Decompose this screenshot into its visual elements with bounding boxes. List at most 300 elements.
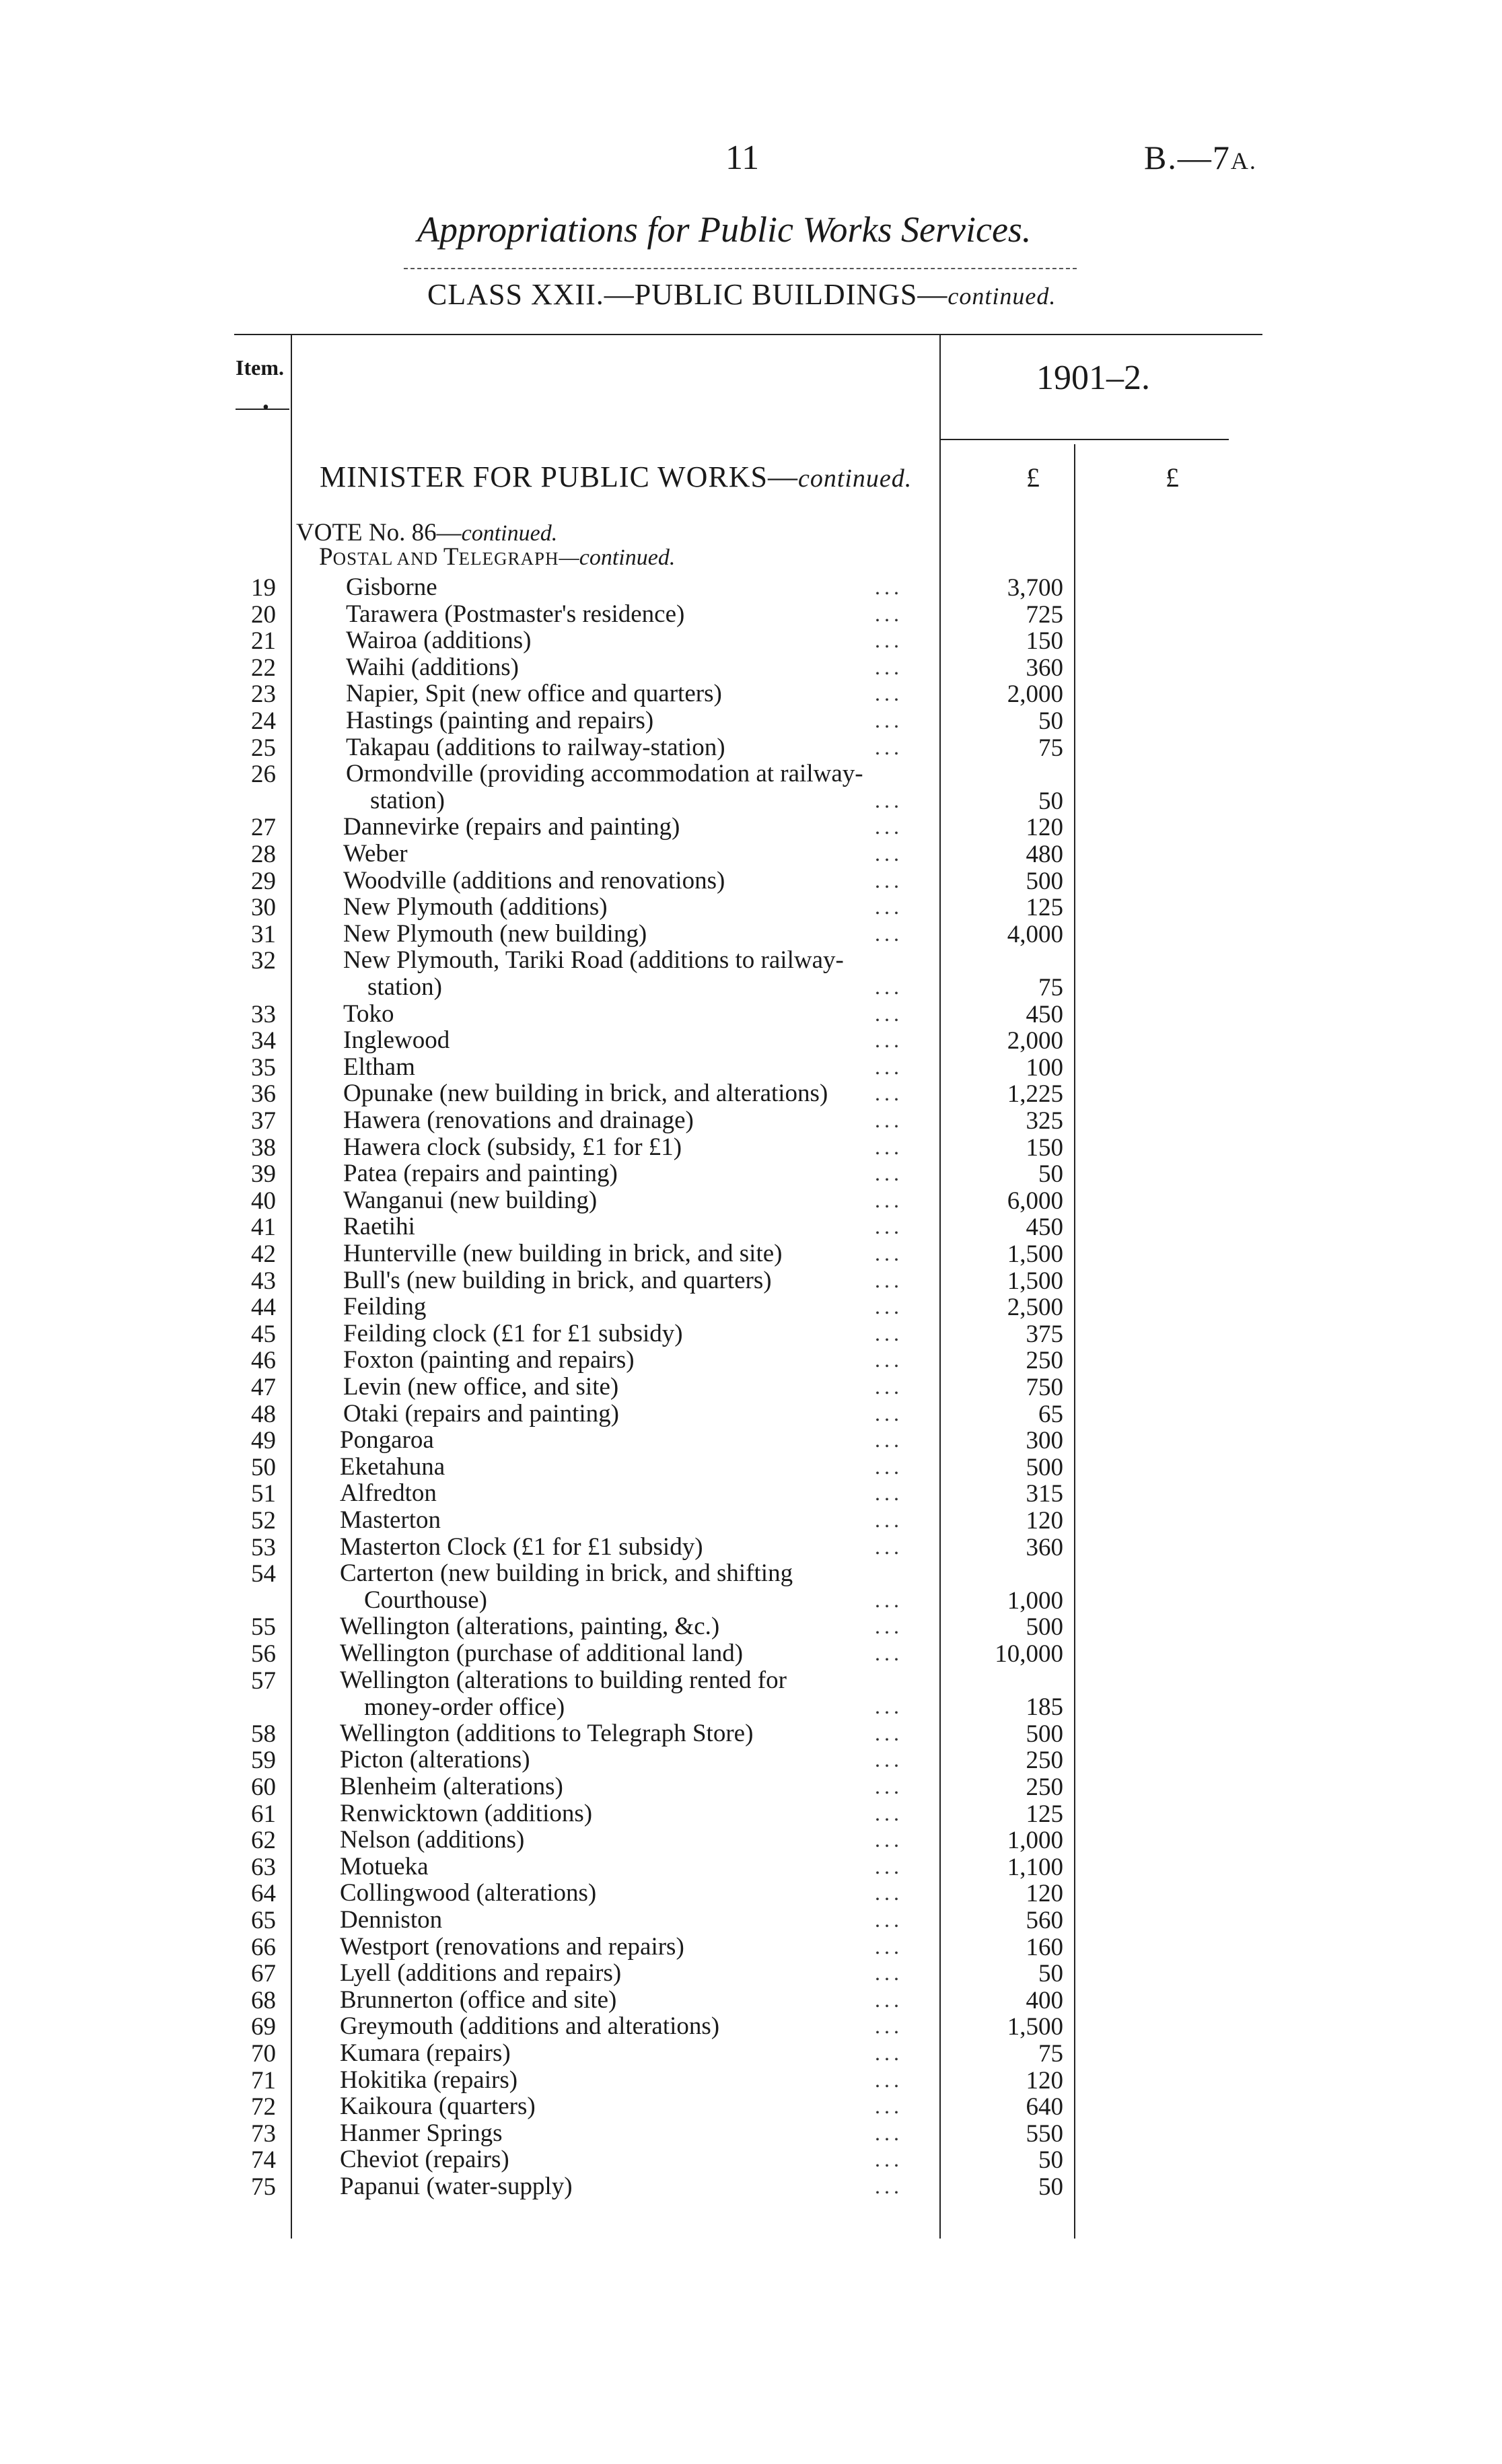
description-text: Wairoa (additions) [346, 627, 532, 655]
item-number: 20 [251, 600, 276, 629]
item-number: 23 [251, 680, 276, 709]
description-text: Opunake (new building in brick, and alterations) [343, 1080, 828, 1108]
dot-leader: ... [875, 2067, 903, 2092]
item-description [340, 1720, 753, 1747]
item-description [343, 1134, 682, 1161]
item-number: 31 [251, 920, 276, 948]
item-amount: 125 [1026, 1800, 1063, 1828]
item-column-header: Item. [236, 355, 284, 380]
item-number: 32 [251, 947, 276, 975]
description-text: Brunnerton (office and site) [340, 1985, 617, 2014]
dot-leader: ... [875, 1454, 903, 1479]
dot-leader: ... [875, 734, 903, 759]
dot-leader: ... [875, 894, 903, 919]
item-description [340, 2173, 573, 2200]
item-amount: 250 [1026, 1347, 1063, 1375]
item-amount: 6,000 [1007, 1187, 1063, 1215]
item-number: 33 [251, 1000, 276, 1028]
minister-continued: continued. [797, 464, 913, 493]
item-description [340, 2013, 719, 2040]
dot-leader: ... [875, 841, 903, 866]
item-description [340, 1773, 563, 1800]
description-continuation: Courthouse) [364, 1586, 487, 1615]
description-text: Westport (renovations and repairs) [340, 1932, 684, 1961]
dot-leader: ... [875, 1747, 903, 1772]
item-description [343, 1267, 772, 1294]
class-title-text: CLASS XXII.—PUBLIC BUILDINGS— [427, 278, 948, 311]
item-number: 44 [251, 1294, 276, 1322]
item-amount: 120 [1026, 2066, 1063, 2095]
item-amount: 450 [1026, 1213, 1063, 1242]
description-text: Picton (alterations) [340, 1746, 530, 1774]
description-text: Wellington (purchase of additional land) [340, 1640, 744, 1667]
dot-leader: ... [875, 1267, 903, 1292]
item-number: 36 [251, 1080, 276, 1108]
item-amount: 500 [1026, 1720, 1063, 1748]
description-text: Motueka [340, 1852, 429, 1880]
item-description [340, 1454, 445, 1481]
item-amount: 50 [1038, 1160, 1063, 1189]
description-text: Ormondville (providing accommodation at railway- [346, 760, 863, 788]
item-amount: 725 [1026, 600, 1063, 629]
description-text: Nelson (additions) [340, 1826, 525, 1854]
item-amount: 1,500 [1007, 1267, 1063, 1295]
item-amount: 4,000 [1007, 920, 1063, 948]
amount-unit-2: £ [1166, 462, 1179, 493]
description-text: Wanganui (new building) [343, 1186, 598, 1214]
dot-leader: ... [875, 2120, 903, 2145]
item-number: 25 [251, 734, 276, 762]
item-amount: 125 [1026, 894, 1063, 922]
item-number: 29 [251, 867, 276, 895]
dot-leader: ... [875, 868, 903, 892]
item-amount: 315 [1026, 1480, 1063, 1508]
item-number: 19 [251, 574, 276, 602]
item-number: 60 [251, 1773, 276, 1801]
item-description [343, 1160, 618, 1187]
dot-leader: ... [875, 681, 903, 706]
description-text: Levin (new office, and site) [343, 1373, 619, 1401]
item-description [340, 1480, 437, 1507]
dot-leader: ... [875, 1720, 903, 1745]
dot-leader: ... [875, 1481, 903, 1506]
item-number: 65 [251, 1907, 276, 1934]
dot-leader: ... [875, 1134, 903, 1159]
item-amount: 560 [1026, 1907, 1063, 1934]
item-number: 42 [251, 1240, 276, 1268]
item-number: 66 [251, 1933, 276, 1961]
item-description [340, 1934, 684, 1961]
item-description [340, 1960, 621, 1987]
item-amount: 3,700 [1007, 574, 1063, 602]
description-text: New Plymouth (new building) [343, 919, 647, 948]
dot-leader: ... [875, 1028, 903, 1053]
item-description [343, 1374, 618, 1401]
year-column-header: 1901–2. [1036, 359, 1150, 397]
description-text: Masterton Clock (£1 for £1 subsidy) [340, 1533, 703, 1561]
section-continued: —continued. [559, 545, 676, 570]
item-amount: 50 [1038, 787, 1063, 815]
description-text: Masterton [340, 1506, 441, 1534]
item-amount: 500 [1026, 867, 1063, 895]
item-number: 70 [251, 2040, 276, 2068]
item-description [343, 921, 647, 948]
description-text: Napier, Spit (new office and quarters) [346, 680, 722, 708]
item-description [343, 947, 844, 1001]
item-description [346, 680, 722, 707]
dot-leader: ... [875, 708, 903, 732]
vote-text: VOTE No. 86— [296, 519, 462, 547]
item-number: 41 [251, 1213, 276, 1242]
item-description [340, 1880, 596, 1907]
description-text: New Plymouth, Tariki Road (additions to railway- [343, 946, 844, 975]
item-description [343, 1401, 619, 1428]
item-amount: 65 [1038, 1400, 1063, 1428]
item-description [340, 2120, 503, 2147]
dot-leader: ... [875, 1428, 903, 1452]
item-amount: 150 [1026, 1133, 1063, 1162]
item-amount: 325 [1026, 1107, 1063, 1135]
description-text: Wellington (alterations to building rented for [340, 1666, 787, 1694]
dot-leader: ... [875, 1347, 903, 1372]
section-initial-t: T [443, 543, 459, 571]
item-number: 61 [251, 1800, 276, 1828]
item-amount: 400 [1026, 1986, 1063, 2014]
item-amount: 480 [1026, 841, 1063, 868]
description-text: Tarawera (Postmaster's residence) [346, 600, 685, 628]
item-number: 27 [251, 814, 276, 842]
description-text: Hunterville (new building in brick, and site) [343, 1240, 783, 1267]
dot-leader: ... [875, 1081, 903, 1106]
item-description [340, 2067, 517, 2094]
dot-leader: ... [875, 575, 903, 599]
description-continuation: station) [370, 787, 445, 815]
dot-leader: ... [875, 2094, 903, 2119]
item-amount: 450 [1026, 1000, 1063, 1028]
dot-leader: ... [875, 1961, 903, 1985]
item-amount: 1,225 [1007, 1080, 1063, 1108]
item-number: 51 [251, 1480, 276, 1508]
dot-leader: ... [875, 787, 903, 812]
item-number: 73 [251, 2119, 276, 2148]
item-amount: 1,000 [1007, 1586, 1063, 1615]
description-text: Wellington (additions to Telegraph Store) [340, 1719, 754, 1747]
dot-leader: ... [875, 1108, 903, 1132]
item-description [346, 707, 653, 734]
dot-leader: ... [875, 1854, 903, 1878]
dot-leader: ... [875, 1934, 903, 1959]
item-mark: • [262, 397, 269, 418]
description-text: Otaki (repairs and painting) [343, 1399, 619, 1428]
item-description [343, 1240, 783, 1267]
item-number: 71 [251, 2066, 276, 2095]
reference-main: B.—7 [1144, 139, 1231, 176]
item-amount: 2,500 [1007, 1294, 1063, 1322]
class-continued: continued. [947, 283, 1057, 310]
item-amount: 360 [1026, 1533, 1063, 1561]
description-text: Inglewood [343, 1026, 450, 1055]
item-amount: 10,000 [995, 1640, 1063, 1668]
dot-leader: ... [875, 1614, 903, 1639]
item-number: 56 [251, 1640, 276, 1668]
description-text: Patea (repairs and painting) [343, 1160, 618, 1188]
item-description [346, 601, 684, 628]
item-description [343, 1027, 450, 1054]
item-number: 39 [251, 1160, 276, 1189]
description-text: Dannevirke (repairs and painting) [343, 813, 680, 841]
item-number: 30 [251, 894, 276, 922]
item-description [340, 1854, 429, 1880]
item-description [340, 1427, 434, 1454]
item-number: 45 [251, 1320, 276, 1348]
item-description [340, 1667, 787, 1721]
item-description [343, 1001, 394, 1028]
item-amount: 1,500 [1007, 2013, 1063, 2041]
dot-leader: ... [875, 1001, 903, 1026]
item-amount: 120 [1026, 1880, 1063, 1908]
dot-leader: ... [875, 1800, 903, 1825]
page-number: 11 [725, 139, 760, 177]
description-text: Takapau (additions to railway-station) [346, 733, 725, 761]
item-number: 54 [251, 1560, 276, 1588]
item-description [340, 1987, 616, 2014]
description-text: Feilding [343, 1293, 427, 1321]
item-amount: 2,000 [1007, 1027, 1063, 1055]
dot-leader: ... [875, 654, 903, 679]
description-text: Hawera (renovations and drainage) [343, 1106, 694, 1134]
item-description [346, 761, 863, 814]
description-text: Toko [343, 999, 394, 1028]
item-amount: 50 [1038, 2173, 1063, 2201]
item-amount: 500 [1026, 1453, 1063, 1481]
description-text: Foxton (painting and repairs) [343, 1346, 635, 1374]
item-description [343, 1321, 683, 1347]
item-amount: 50 [1038, 2146, 1063, 2175]
item-description [343, 1054, 415, 1081]
description-text: Raetihi [343, 1213, 415, 1241]
item-description [340, 2146, 509, 2173]
item-description [346, 627, 531, 654]
item-number: 37 [251, 1107, 276, 1135]
description-text: Waihi (additions) [346, 653, 519, 681]
item-number: 24 [251, 707, 276, 735]
item-amount: 500 [1026, 1613, 1063, 1642]
amount-unit-1: £ [1026, 462, 1040, 493]
item-amount: 150 [1026, 627, 1063, 656]
item-description [343, 1187, 597, 1214]
item-number: 26 [251, 761, 276, 789]
description-text: Carterton (new building in brick, and shifting [340, 1559, 793, 1588]
item-description [346, 574, 437, 601]
item-number: 59 [251, 1747, 276, 1775]
dot-leader: ... [875, 1321, 903, 1345]
item-number: 57 [251, 1666, 276, 1695]
dot-leader: ... [875, 1214, 903, 1239]
dot-leader: ... [875, 2174, 903, 2198]
item-amount: 1,000 [1007, 1827, 1063, 1855]
item-number: 74 [251, 2146, 276, 2175]
vote-continued: continued. [461, 521, 558, 546]
item-description [343, 1347, 635, 1374]
dot-leader: ... [875, 1587, 903, 1612]
item-description [343, 1294, 426, 1321]
item-number: 48 [251, 1400, 276, 1428]
description-text: Bull's (new building in brick, and quarters) [343, 1266, 772, 1294]
dot-leader: ... [875, 601, 903, 626]
item-number: 62 [251, 1827, 276, 1855]
item-number: 67 [251, 1960, 276, 1988]
item-description [340, 1640, 743, 1667]
dot-leader: ... [875, 1774, 903, 1798]
item-amount: 360 [1026, 654, 1063, 682]
page-title: Appropriations for Public Works Services. [417, 209, 1032, 250]
description-text: Gisborne [346, 573, 437, 601]
item-number: 43 [251, 1267, 276, 1295]
description-text: Cheviot (repairs) [340, 2146, 509, 2174]
dot-leader: ... [875, 1987, 903, 2012]
dot-leader: ... [875, 1374, 903, 1399]
item-description [340, 1747, 530, 1773]
description-continuation: station) [367, 973, 442, 1001]
minister-text: MINISTER FOR PUBLIC WORKS— [320, 460, 798, 493]
item-description [340, 1507, 441, 1534]
dot-leader: ... [875, 1241, 903, 1265]
description-text: Hastings (painting and repairs) [346, 707, 654, 734]
item-number: 55 [251, 1613, 276, 1642]
section-elegraph: ELEGRAPH [458, 549, 559, 569]
item-description [346, 654, 519, 681]
description-text: Pongaroa [340, 1426, 434, 1454]
item-description [346, 734, 725, 761]
dot-leader: ... [875, 2041, 903, 2065]
dot-leader: ... [875, 2147, 903, 2172]
item-description [343, 1107, 694, 1134]
item-number: 21 [251, 627, 276, 656]
item-number: 34 [251, 1027, 276, 1055]
description-text: Renwicktown (additions) [340, 1799, 593, 1827]
item-description [343, 1080, 828, 1107]
item-amount: 640 [1026, 2093, 1063, 2121]
description-text: New Plymouth (additions) [343, 893, 608, 921]
item-description [340, 1800, 592, 1827]
dot-leader: ... [875, 2014, 903, 2039]
description-text: Lyell (additions and repairs) [340, 1959, 622, 1987]
item-amount: 120 [1026, 814, 1063, 842]
item-amount: 75 [1038, 2040, 1063, 2068]
item-number: 49 [251, 1427, 276, 1455]
item-number: 64 [251, 1880, 276, 1908]
item-number: 58 [251, 1720, 276, 1748]
item-description [340, 2093, 536, 2120]
item-description [343, 894, 608, 921]
dot-leader: ... [875, 1907, 903, 1932]
item-description [340, 1534, 703, 1561]
item-amount: 160 [1026, 1933, 1063, 1961]
item-amount: 1,500 [1007, 1240, 1063, 1268]
item-description [343, 814, 680, 841]
dot-leader: ... [875, 814, 903, 839]
item-number: 46 [251, 1347, 276, 1375]
description-text: Weber [343, 840, 408, 868]
dot-leader: ... [875, 628, 903, 653]
item-description [340, 1560, 793, 1614]
item-amount: 250 [1026, 1773, 1063, 1801]
item-description [343, 1213, 415, 1240]
dot-leader: ... [875, 975, 903, 999]
dot-leader: ... [875, 1401, 903, 1425]
item-amount: 120 [1026, 1507, 1063, 1535]
item-amount: 1,100 [1007, 1853, 1063, 1881]
description-text: Hokitika (repairs) [340, 2066, 518, 2094]
dot-leader: ... [875, 1694, 903, 1719]
item-amount: 75 [1038, 974, 1063, 1001]
dot-leader: ... [875, 1187, 903, 1212]
item-number: 75 [251, 2173, 276, 2201]
item-description [340, 1907, 442, 1934]
item-number: 50 [251, 1453, 276, 1481]
item-number: 22 [251, 654, 276, 682]
description-text: Feilding clock (£1 for £1 subsidy) [343, 1319, 683, 1347]
item-amount: 100 [1026, 1053, 1063, 1082]
description-text: Collingwood (alterations) [340, 1879, 597, 1907]
description-continuation: money-order office) [364, 1693, 565, 1721]
item-number: 35 [251, 1053, 276, 1082]
description-text: Hawera clock (subsidy, £1 for £1) [343, 1133, 682, 1161]
section-initial-p: P [319, 543, 333, 571]
item-description [340, 1827, 524, 1854]
description-text: Kaikoura (quarters) [340, 2092, 536, 2121]
description-text: Denniston [340, 1906, 443, 1934]
description-text: Hanmer Springs [340, 2119, 503, 2147]
item-amount: 50 [1038, 707, 1063, 735]
item-number: 47 [251, 1374, 276, 1401]
item-number: 40 [251, 1187, 276, 1215]
section-ostal: OSTAL AND [332, 549, 443, 569]
item-number: 38 [251, 1133, 276, 1162]
dot-leader: ... [875, 921, 903, 946]
dot-leader: ... [875, 1534, 903, 1559]
dot-leader: ... [875, 1508, 903, 1532]
item-amount: 185 [1026, 1693, 1063, 1722]
description-text: Eketahuna [340, 1452, 445, 1481]
item-amount: 2,000 [1007, 680, 1063, 709]
item-number: 63 [251, 1853, 276, 1881]
description-text: Papanui (water-supply) [340, 2173, 573, 2200]
item-amount: 550 [1026, 2119, 1063, 2148]
item-number: 68 [251, 1986, 276, 2014]
item-number: 28 [251, 841, 276, 868]
description-text: Wellington (alterations, painting, &c.) [340, 1613, 720, 1641]
item-description [340, 1613, 719, 1640]
item-amount: 300 [1026, 1427, 1063, 1455]
description-text: Greymouth (additions and alterations) [340, 2012, 720, 2041]
dot-leader: ... [875, 1827, 903, 1852]
item-description [343, 841, 408, 868]
item-number: 69 [251, 2013, 276, 2041]
item-number: 52 [251, 1507, 276, 1535]
dot-leader: ... [875, 1294, 903, 1319]
item-amount: 750 [1026, 1374, 1063, 1401]
dot-leader: ... [875, 1880, 903, 1905]
item-amount: 250 [1026, 1747, 1063, 1775]
item-amount: 50 [1038, 1960, 1063, 1988]
item-description [340, 2040, 511, 2067]
description-text: Woodville (additions and renovations) [343, 866, 725, 894]
item-description [343, 868, 725, 894]
description-text: Blenheim (alterations) [340, 1773, 563, 1800]
item-amount: 75 [1038, 734, 1063, 762]
item-number: 72 [251, 2093, 276, 2121]
